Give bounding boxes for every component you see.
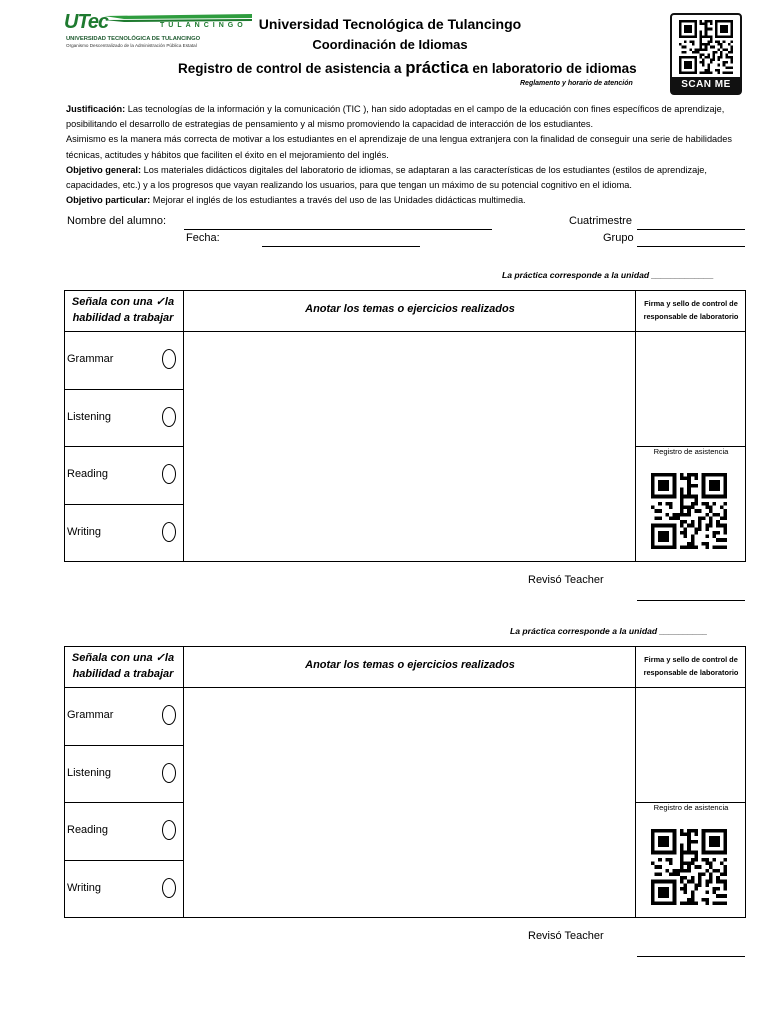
scan-me-label: SCAN ME (672, 77, 740, 93)
objetivo-general-text: Los materiales didácticos digitales del laboratorio de idiomas, se adaptaran a las características de los estudiantes (estilos de aprendizaje, capacidades, etc.) y a los progresos que vayan realizando los usuarios, para que tengan un máximo de su potencial cognitivo en el idioma. (66, 164, 707, 191)
title-post: en laboratorio de idiomas (468, 61, 637, 76)
logo-subtitle: Organismo Descentralizado de la Administración Pública Estatal (66, 43, 197, 48)
justificacion-text-2: Asimismo es la manera más correcta de motivar a los estudiantes en el aprendizaje de una lengua extranjera con la finalidad de conseguir una serie de habilidades técnicas, actitudes y hábitos que faciliten el éxito en el mejoramiento del inglés. (66, 134, 732, 160)
unidad-label: La práctica corresponde a la unidad _____________ (502, 270, 714, 280)
skill-writing: Writing (67, 526, 102, 538)
attendance-table (64, 646, 746, 918)
reviso-label: Revisó Teacher (528, 574, 604, 586)
objetivo-particular-text: Mejorar el inglés de los estudiantes a través del uso de las Unidades didácticas multimedia. (150, 195, 526, 206)
logo-university-name: UNIVERSIDAD TECNOLÓGICA DE TULANCINGO (66, 36, 201, 42)
oval-checkbox-icon[interactable] (162, 878, 176, 898)
registro-label: Registro de asistencia (653, 447, 729, 456)
logo-mark: UTec (64, 11, 109, 33)
grupo-field[interactable] (637, 246, 745, 247)
grupo-label: Grupo (603, 232, 634, 244)
col-temas-header: Anotar los temas o ejercicios realizados (305, 303, 515, 315)
fecha-field[interactable] (262, 246, 420, 247)
scan-me-qr[interactable] (670, 13, 742, 95)
objetivo-general-label: Objetivo general: (66, 164, 142, 175)
col-firma-header: Firma y sello de control de responsable de laboratorio (643, 655, 739, 677)
objetivo-particular-label: Objetivo particular: (66, 195, 151, 206)
cuatrimestre-field[interactable] (637, 229, 745, 230)
oval-checkbox-icon[interactable] (162, 763, 176, 783)
skill-grammar: Grammar (67, 353, 114, 365)
qr-code-icon[interactable] (650, 829, 728, 905)
skill-reading: Reading (67, 468, 108, 480)
skill-grammar: Grammar (67, 709, 114, 721)
fecha-label: Fecha: (186, 232, 220, 244)
col-temas-header: Anotar los temas o ejercicios realizados (305, 659, 515, 671)
qr-code-icon (678, 20, 734, 74)
nombre-label: Nombre del alumno: (67, 215, 167, 227)
col-skill-header: Señala con una ✓la habilidad a trabajar (71, 652, 175, 680)
col-skill-header: Señala con una ✓la habilidad a trabajar (71, 296, 175, 324)
justificacion-label: Justificación: (66, 104, 126, 114)
temas-area[interactable] (184, 332, 634, 560)
reviso-signature-line[interactable] (637, 600, 745, 601)
oval-checkbox-icon[interactable] (162, 705, 176, 725)
qr-code-icon[interactable] (650, 473, 728, 549)
unidad-label: La práctica corresponde a la unidad __________ (510, 626, 708, 636)
oval-checkbox-icon[interactable] (162, 522, 176, 542)
registro-label: Registro de asistencia (653, 803, 729, 812)
oval-checkbox-icon[interactable] (162, 349, 176, 369)
department-name: Coordinación de Idiomas (312, 37, 468, 52)
cuatrimestre-label: Cuatrimestre (569, 215, 632, 227)
oval-checkbox-icon[interactable] (162, 820, 176, 840)
title-emphasis: práctica (405, 59, 469, 77)
page-title (178, 59, 637, 78)
logo-city: TULANCINGO (160, 22, 247, 29)
reviso-label: Revisó Teacher (528, 930, 604, 942)
reglamento-note: Reglamento y horario de atención (520, 80, 633, 87)
justification-text (66, 102, 756, 208)
temas-area[interactable] (184, 688, 634, 916)
reviso-signature-line[interactable] (637, 956, 745, 957)
justificacion-text: Las tecnologías de la información y la comunicación (TIC ), han sido adoptadas en el campo de la educación con fines específicos de aprendizaje, posibilitando el desarrollo de estrategias de pensamiento y al mismo promoviendo la capacidad de interacción de los estudiantes. (66, 104, 725, 130)
skill-listening: Listening (67, 411, 112, 423)
skill-listening: Listening (67, 767, 112, 779)
oval-checkbox-icon[interactable] (162, 407, 176, 427)
nombre-field[interactable] (184, 229, 492, 230)
oval-checkbox-icon[interactable] (162, 464, 176, 484)
title-pre: Registro de control de asistencia a (178, 61, 406, 76)
university-name: Universidad Tecnológica de Tulancingo (258, 16, 522, 32)
col-firma-header: Firma y sello de control de responsable de laboratorio (643, 299, 739, 321)
skill-reading: Reading (67, 824, 108, 836)
skill-writing: Writing (67, 882, 102, 894)
attendance-table (64, 290, 746, 562)
